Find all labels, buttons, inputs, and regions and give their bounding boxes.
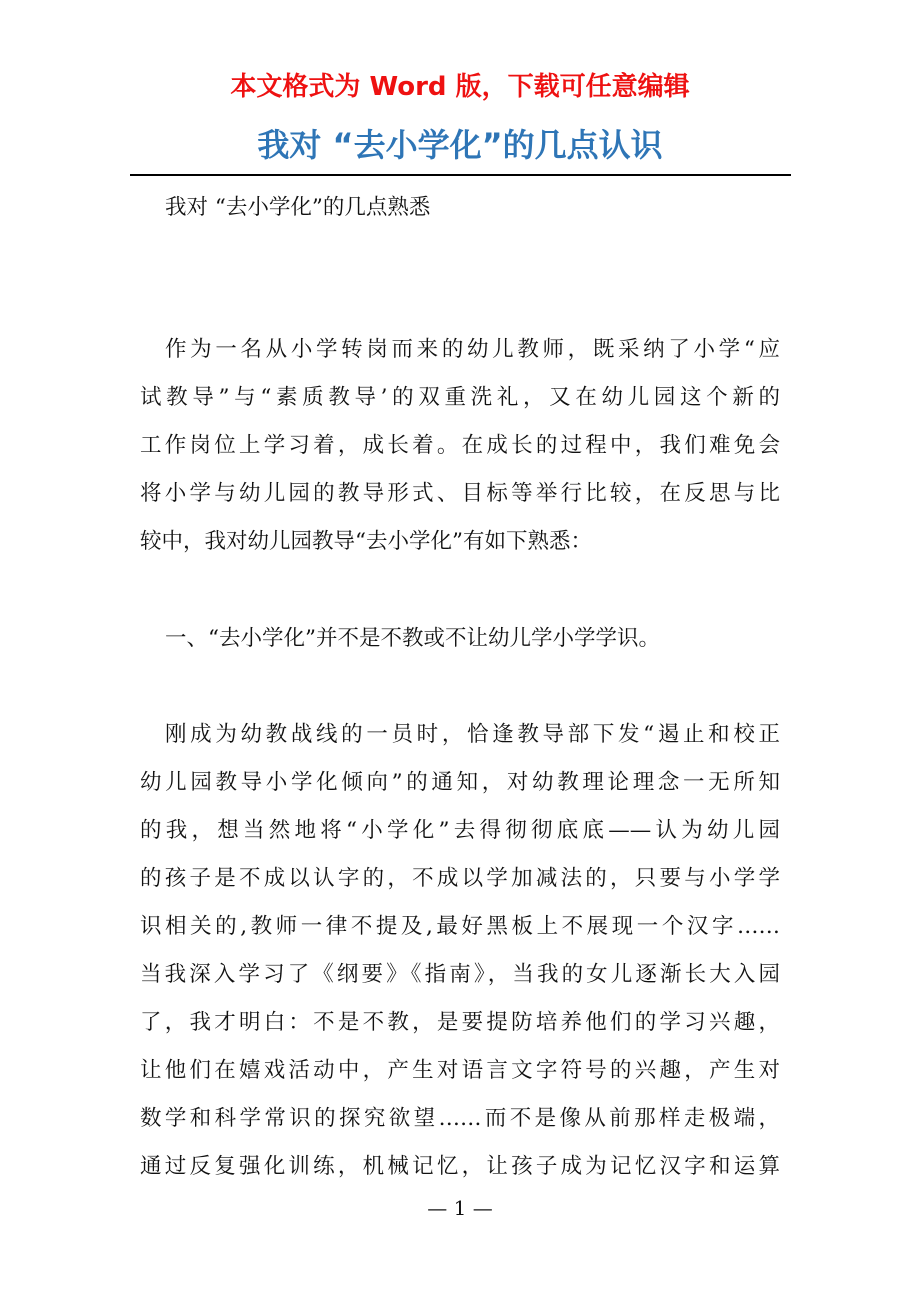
paragraph-line: 试教导”与“素质教导’的双重洗礼，又在幼儿园这个新的 <box>140 385 780 410</box>
paragraph-line: 将小学与幼儿园的教导形式、目标等举行比较，在反思与比 <box>140 481 780 506</box>
paragraph-line: 的我，想当然地将“小学化”去得彻彻底底——认为幼儿园 <box>140 818 780 843</box>
title-divider <box>130 174 791 176</box>
document-title: 我对 “去小学化”的几点认识 <box>257 126 663 164</box>
paragraph-line: 幼儿园教导小学化倾向”的通知，对幼教理论理念一无所知 <box>140 770 780 795</box>
word-format-banner: 本文格式为 Word 版，下载可任意编辑 <box>230 72 690 102</box>
paragraph-line: 较中，我对幼儿园教导“去小学化”有如下熟悉： <box>140 529 592 554</box>
paragraph-line: 的孩子是不成以认字的，不成以学加减法的，只要与小学学 <box>140 866 780 891</box>
paragraph-line: 当我深入学习了《纲要》《指南》，当我的女儿逐渐长大入园 <box>140 962 780 987</box>
page-number: — 1 — <box>427 1196 493 1220</box>
paragraph-line: 识相关的,教师一律不提及,最好黑板上不展现一个汉字…… <box>140 914 780 939</box>
paragraph-line: 刚成为幼教战线的一员时，恰逢教导部下发“遏止和校正 <box>165 722 780 747</box>
document-subtitle: 我对 “去小学化”的几点熟悉 <box>165 195 431 220</box>
paragraph-line: 让他们在嬉戏活动中，产生对语言文字符号的兴趣，产生对 <box>140 1058 780 1083</box>
paragraph-line: 通过反复强化训练，机械记忆，让孩子成为记忆汉字和运算 <box>140 1154 780 1179</box>
paragraph-line: 工作岗位上学习着，成长着。在成长的过程中，我们难免会 <box>140 433 780 458</box>
paragraph-line: 数学和科学常识的探究欲望……而不是像从前那样走极端， <box>140 1106 780 1131</box>
paragraph-line: 作为一名从小学转岗而来的幼儿教师，既采纳了小学“应 <box>165 337 780 362</box>
section-heading: 一、“去小学化”并不是不教或不让幼儿学小学学识。 <box>165 626 660 651</box>
paragraph-line: 了，我才明白：不是不教，是要提防培养他们的学习兴趣， <box>140 1010 780 1035</box>
